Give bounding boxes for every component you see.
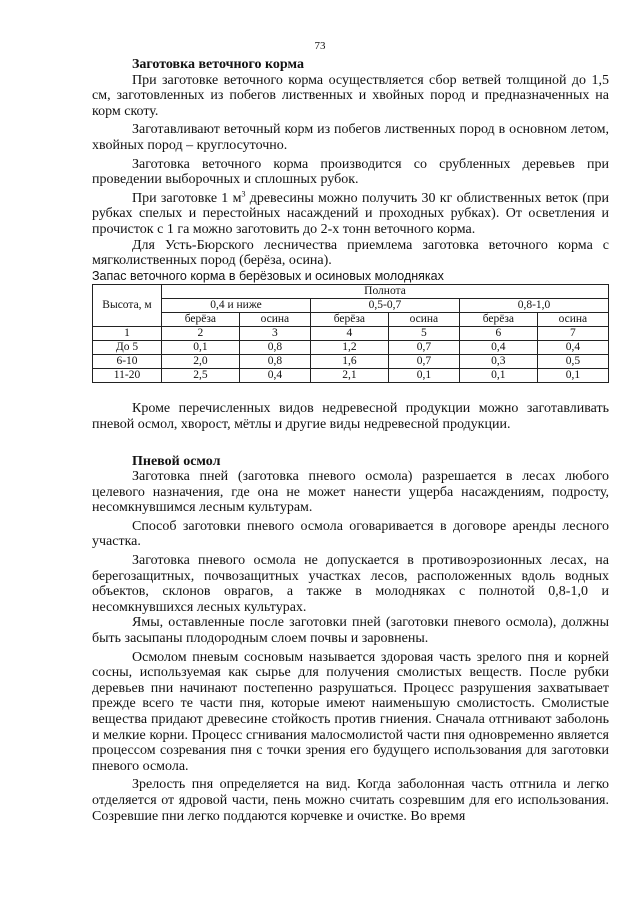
paragraph: Осмолом пневым сосновым называется здоровая часть зрелого пня и корней сосны, используемая как сырье для получения смолистых веществ. После рубки деревьев пни начинают постепенно разрушаться. Процесс разрушения захватывает прежде всего те части пня, которые имеют наименьшую смолистость. Смолистые вещества придают древесине стойкость против гниения. Сначала отгнивают заболонь и мелкие корни. Процесс сгнивания малосмолистой части пня одновременно является процессом созревания пня с точки зрения его будущего использования для заготовки пневого осмола. <box>92 649 609 774</box>
species-header: осина <box>239 313 310 327</box>
species-header: осина <box>537 313 608 327</box>
branch-feed-table <box>92 284 609 383</box>
table-row: 6-10 2,0 0,8 1,6 0,7 0,3 0,5 <box>93 355 609 369</box>
paragraph: Кроме перечисленных видов недревесной продукции можно заготавливать пневой осмол, хворост, мётлы и другие виды недревесной продукции. <box>92 401 609 432</box>
column-number: 1 <box>93 327 162 341</box>
section-title-stump-resin: Пневой осмол <box>132 453 221 469</box>
column-number: 4 <box>310 327 388 341</box>
paragraph: Заготавливают веточный корм из побегов лиственных пород в основном летом, хвойных пород – круглосуточно. <box>92 122 609 153</box>
column-number: 7 <box>537 327 608 341</box>
height-header: Высота, м <box>93 285 162 327</box>
paragraph: При заготовке веточного корма осуществляется сбор ветвей толщиной до 1,5 см, заготовленных из побегов лиственных и хвойных пород и предназначенных на корм скоту. <box>92 72 609 119</box>
paragraph: Зрелость пня определяется на вид. Когда заболонная часть отгнила и легко отделяется от ядровой части, пень можно считать созревшим для его использования. Созревшие пни легко поддаются корчевке и очистке. Во время <box>92 777 609 824</box>
table-row: До 5 0,1 0,8 1,2 0,7 0,4 0,4 <box>93 341 609 355</box>
paragraph: При заготовке 1 $м^3$ древесины можно получить 30 кг облиственных веток (при рубках спелых и перестойных насаждений и проходных рубках). От осветления и прочисток с 1 га можно заготовить до 2-х тонн веточного корма. <box>92 189 609 237</box>
paragraph: Для Усть-Бюрского лесничества приемлема заготовка веточного корма с мягколиственных пород (берёза, осина). <box>92 237 609 269</box>
column-number: 5 <box>388 327 459 341</box>
paragraph: Заготовка пней (заготовка пневого осмола) разрешается в лесах любого целевого назначения, где она не может нанести ущерба насаждениям, подросту, несомкнувшимся лесным культурам. <box>92 469 609 516</box>
density-group: 0,5-0,7 <box>310 299 459 313</box>
species-header: берёза <box>459 313 537 327</box>
table-caption: Запас веточного корма в берёзовых и осиновых молодняках <box>92 268 444 283</box>
species-header: берёза <box>162 313 240 327</box>
page-number: 73 <box>314 40 326 52</box>
section-title-branch-feed: Заготовка веточного корма <box>132 57 304 72</box>
column-number: 6 <box>459 327 537 341</box>
table-row: 11-20 2,5 0,4 2,1 0,1 0,1 0,1 <box>93 369 609 383</box>
density-group: 0,4 и ниже <box>162 299 311 313</box>
paragraph: Ямы, оставленные после заготовки пней (заготовки пневого осмола), должны быть засыпаны плодородным слоем почвы и заровнены. <box>92 615 609 647</box>
paragraph: Заготовка веточного корма производится со срубленных деревьев при проведении выборочных и сплошных рубок. <box>92 156 609 188</box>
column-number: 3 <box>239 327 310 341</box>
species-header: берёза <box>310 313 388 327</box>
paragraph: Заготовка пневого осмола не допускается в противоэрозионных лесах, на берегозащитных, почвозащитных участках лесов, расположенных вдоль водных объектов, склонов оврагов, а также в молодняках с полнотой 0,8-1,0 и несомкнувшихся лесных культурах. <box>92 553 609 615</box>
density-group: 0,8-1,0 <box>459 299 608 313</box>
paragraph: Способ заготовки пневого осмола оговаривается в договоре аренды лесного участка. <box>92 518 609 550</box>
column-number: 2 <box>162 327 240 341</box>
density-header: Полнота <box>162 285 609 299</box>
species-header: осина <box>388 313 459 327</box>
page-content <box>92 57 609 824</box>
